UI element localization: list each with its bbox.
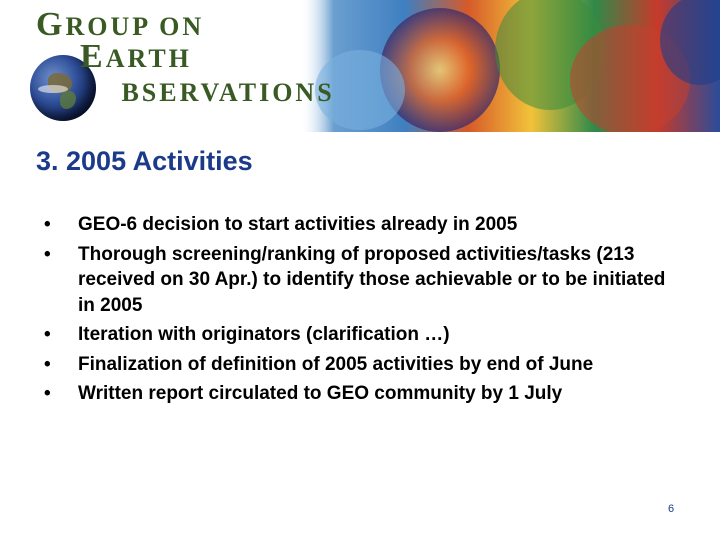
bullet-list [44,212,684,411]
bullet-item [44,322,684,348]
logo-line-earth: EARTH [80,38,192,75]
bullet-glyph: • [44,353,51,375]
bullet-text: GEO-6 decision to start activities already in 2005 [78,214,518,235]
bullet-text: Iteration with originators (clarification …) [78,324,450,345]
earth-imagery-strip [300,0,720,132]
bullet-glyph: • [44,324,51,345]
bullet-item [44,381,684,407]
bullet-item [44,352,684,378]
bullet-item [44,242,684,319]
bullet-text: Thorough screening/ranking of proposed activities/tasks (213 received on 30 Apr.) to identify those achievable or to be initiated in 2005 [78,243,666,316]
logo-line-observations: BSERVATIONS [121,78,335,107]
header-banner [0,0,720,132]
bullet-text: Finalization of definition of 2005 activities by end of June [78,353,594,375]
bullet-item [44,212,684,238]
bullet-glyph: • [44,214,51,235]
slide-title: 3. 2005 Activities [36,146,253,176]
bullet-glyph: • [44,243,51,265]
logo-line-group-on: GROUP ON [36,6,205,43]
bullet-glyph: • [44,383,51,404]
page-number: 6 [668,503,675,515]
bullet-text: Written report circulated to GEO community by 1 July [78,383,563,404]
